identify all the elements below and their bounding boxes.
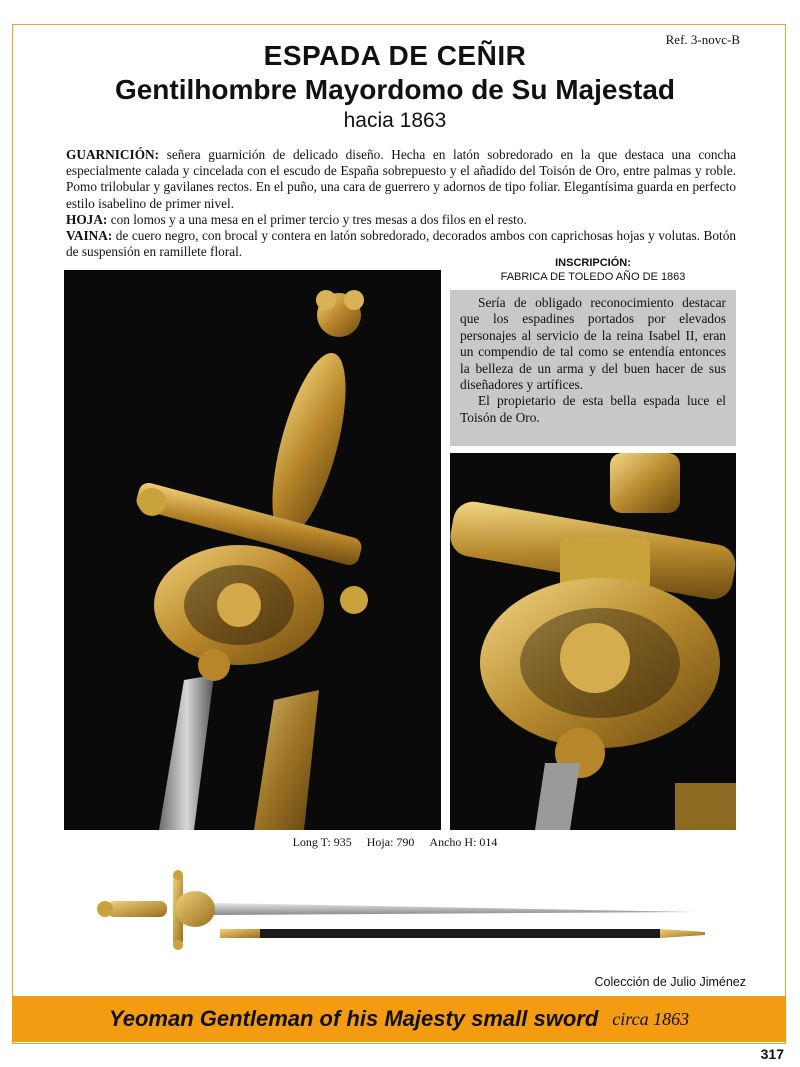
- measurements: [0, 835, 790, 850]
- note-paragraph-1: Sería de obligado reconocimiento destacar que los espadines portados por elevados personajes al servicio de la reina Isabel II, eran un compendio de tal como se entendía entonces la belleza de un arma y del buen hacer de sus diseñadores y artífices.: [460, 295, 726, 393]
- english-title-banner: [12, 996, 786, 1042]
- hoja-label: HOJA:: [66, 211, 108, 227]
- page-subtitle: Gentilhombre Mayordomo de Su Majestad: [114, 74, 676, 105]
- reference-code: Ref. 3-novc-B: [665, 32, 740, 47]
- vaina-paragraph: [66, 228, 736, 260]
- hilt-photo: [64, 270, 441, 830]
- inscription-text: FABRICA DE TOLEDO AÑO DE 1863: [500, 271, 686, 283]
- vaina-text: de cuero negro, con brocal y contera en latón sobredorado, decorados ambos con caprichosas hojas y volutas. Botón de suspensión en ramillete floral.: [66, 228, 736, 260]
- hoja-paragraph: [66, 212, 736, 228]
- banner-subtitle: circa 1863: [612, 1008, 690, 1029]
- guarnicion-paragraph: [66, 147, 736, 212]
- guard-detail-illustration: [450, 453, 736, 830]
- note-paragraph-2: El propietario de esta bella espada luce el Toisón de Oro.: [460, 393, 726, 425]
- vaina-label: VAINA:: [66, 228, 113, 244]
- hoja-text: con lomos y a una mesa en el primer tercio y tres mesas a dos filos en el resto.: [107, 211, 527, 227]
- description-block: [66, 147, 736, 260]
- banner-title: Yeoman Gentleman of his Majesty small sword: [108, 1006, 599, 1031]
- page-title: ESPADA DE CEÑIR: [263, 40, 527, 71]
- blade-length: Hoja: 790: [366, 835, 415, 849]
- collection-credit: Colección de Julio Jiménez: [594, 975, 746, 989]
- note-box: [450, 290, 736, 446]
- guarnicion-label: GUARNICIÓN:: [66, 147, 160, 162]
- total-length: Long T: 935: [292, 835, 352, 849]
- full-sword-illustration: [95, 865, 725, 955]
- page-number: 317: [760, 1046, 784, 1062]
- date-label: hacia 1863: [343, 109, 447, 132]
- blade-width: Ancho H: 014: [429, 835, 498, 849]
- inscription-label: INSCRIPCIÓN:: [555, 257, 631, 269]
- guarnicion-text: señera guarnición de delicado diseño. Hecha en latón sobredorado en la que destaca una concha especialmente calada y cincelada con el escudo de España sobrepuesto y el añadido del Toisón de Oro, entre palmas y roble. Pomo trilobular y gavilanes rectos. En el puño, una cara de guerrero y adornos de tipo foliar. Elegantísima guarda en perfecto estilo isabelino de primer nivel.: [66, 147, 736, 211]
- hilt-illustration: [64, 270, 441, 830]
- guard-detail-photo: [450, 453, 736, 830]
